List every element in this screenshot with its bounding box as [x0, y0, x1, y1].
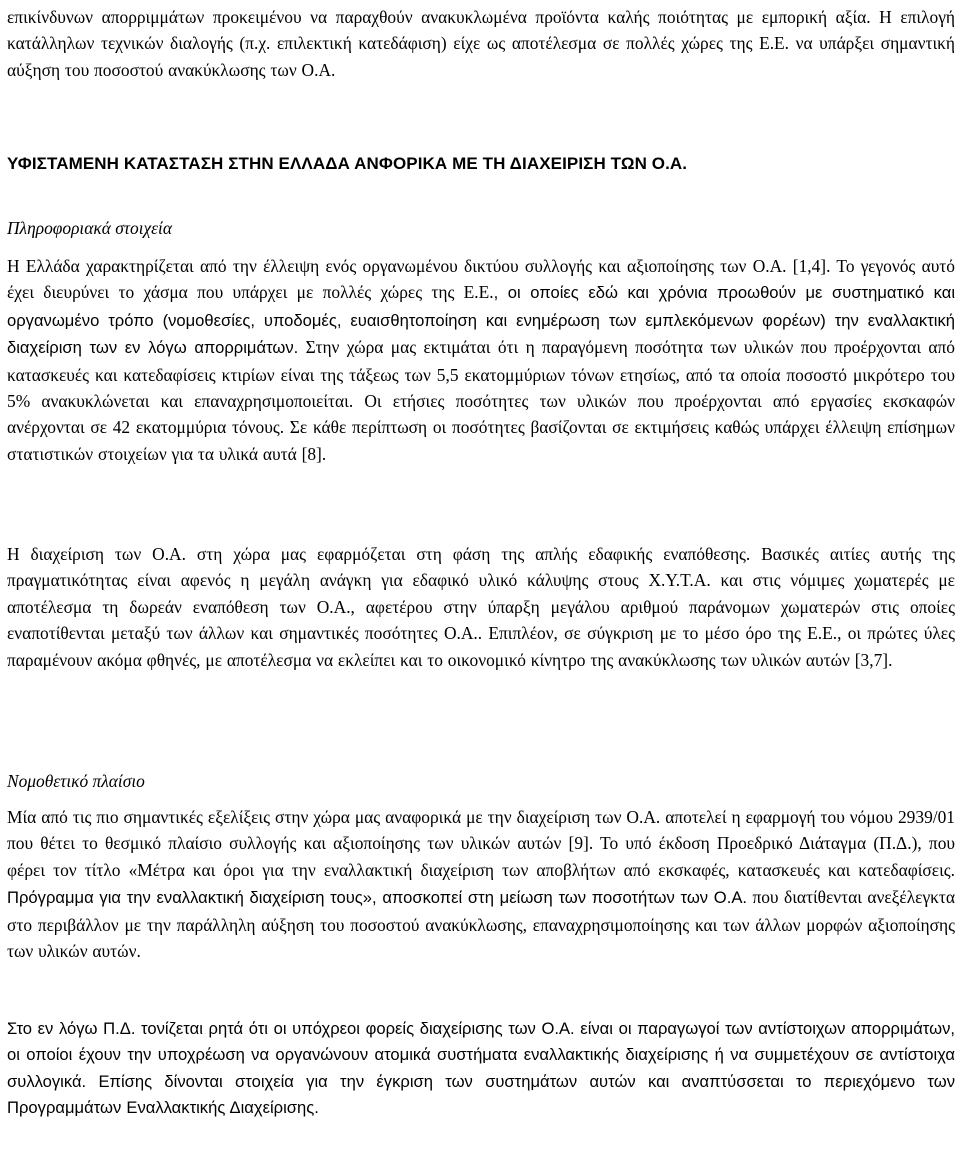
intro-paragraph: επικίνδυνων απορριμμάτων προκειμένου να παραχθούν ανακυκλωμένα προϊόντα καλής ποιότητας με εμπορική αξία. Η επιλογή κατάλληλων τεχνικών διαλογής (π.χ. επιλεκτική κατεδάφιση) είχε ως αποτέλεσμα σε πολλές χώρες της Ε.Ε. να υπάρξει σημαντική αύξηση του ποσοστού ανακύκλωσης των Ο.Α.	[7, 7, 955, 80]
legal-paragraph-2: Στο εν λόγω Π.Δ. τονίζεται ρητά ότι οι υπόχρεοι φορείς διαχείρισης των Ο.Α. είναι οι παραγωγοί των αντίστοιχων απορριμάτων, οι οποίοι έχουν την υποχρέωση να οργανώνουν ατομικά συστήματα εναλλακτικής διαχείρισης ή να συμμετέχουν σε αντίστοιχα συλλογικά. Επίσης δίνονται στοιχεία για την έγκριση των συστημάτων αυτών και αναπτύσσεται το περιεχόμενο των Προγραμμάτων Εναλλακτικής Διαχείρισης.	[7, 1019, 955, 1118]
info-paragraph-1-part-b: , οι οποίες εδώ και χρόνια προωθούν με συστηματικό και οργανωμένο τρόπο (νομοθεσίες, υποδομές, ευαισθητοποίηση και ενημέρωση των εμπλεκόμενων φορέων) την εναλλακτική διαχείριση των εν λόγω απορριμάτων.	[7, 283, 956, 358]
info-paragraph-1-part-c: Στην χώρα μας εκτιμάται ότι η παραγόμενη ποσότητα των υλικών που προέρχονται από κατασκευές και κατεδαφίσεις κτιρίων είναι της τάξεως των 5,5 εκατομμύριων τόνων ετησίως, από τα οποία ποσοστό μικρότερο του 5% ανακυκλώνεται και επαναχρησιμοποιείται. Οι ετήσιες ποσότητες των υλικών που προέρχονται από εργασίες εκσκαφών ανέρχονται σε 42 εκατομμύρια τόνους. Σε κάθε περίπτωση οι ποσότητες βασίζονται σε εκτιμήσεις καθώς υπάρχει έλλειψη επίσημων στατιστικών στοιχείων για τα υλικά αυτά [8].	[7, 337, 955, 464]
legal-paragraph-1-part-b: Πρόγραμμα για την εναλλακτική διαχείριση τους», αποσκοπεί στη μείωση των ποσοτήτων των Ο.Α.	[7, 888, 747, 908]
subheading-info: Πληροφοριακά στοιχεία	[7, 218, 172, 238]
legal-paragraph-1	[7, 804, 955, 964]
subheading-legal: Νομοθετικό πλαίσιο	[7, 771, 145, 791]
info-paragraph-1	[7, 253, 955, 467]
legal-paragraph-1-part-a: Μία από τις πιο σημαντικές εξελίξεις στην χώρα μας αναφορικά με την διαχείριση των Ο.Α. αποτελεί η εφαρμογή του νόμου 2939/01 που θέτει το θεσμικό πλαίσιο συλλογής και αξιοποίησης των υλικών αυτών [9]. Το υπό έκδοση Προεδρικό Διάταγμα (Π.Δ.), που φέρει τον τίτλο «Μέτρα και όροι για την εναλλακτική διαχείριση των αποβλήτων από εκσκαφές, κατασκευές και κατεδαφίσεις.	[7, 807, 955, 880]
info-paragraph-2: Η διαχείριση των Ο.Α. στη χώρα μας εφαρμόζεται στη φάση της απλής εδαφικής εναπόθεσης. Βασικές αιτίες αυτής της πραγματικότητας είναι αφενός η μεγάλη ανάγκη για εδαφικό υλικό κάλυψης στους Χ.Υ.Τ.Α. και στις νόμιμες χωματερές με αποτέλεσμα τη δωρεάν εναπόθεση των Ο.Α., αφετέρου στην ύπαρξη μεγάλου αριθμού παράνομων χωματερών στις οποίες εναποτίθενται μεταξύ των άλλων και σημαντικές ποσότητες Ο.Α.. Επιπλέον, σε σύγκριση με το μέσο όρο της Ε.Ε., οι πρώτες ύλες παραμένουν ακόμα φθηνές, με αποτέλεσμα να εκλείπει και το οικονομικό κίνητρο της ανακύκλωσης των υλικών αυτών [3,7].	[7, 544, 955, 670]
section-heading: ΥΦΙΣΤΑΜΕΝΗ ΚΑΤΑΣΤΑΣΗ ΣΤΗΝ ΕΛΛΑΔΑ ΑΝΦΟΡΙΚΑ ΜΕ ΤΗ ΔΙΑΧΕΙΡΙΣΗ ΤΩΝ Ο.Α.	[7, 154, 688, 173]
legal-paragraph-1-part-c: που διατίθενται ανεξέλεγκτα στο περιβάλλον με την παράλληλη αύξηση του ποσοστού ανακύκλωσης, επαναχρησιμοποίησης και των άλλων μορφών αξιοποίησης των υλικών αυτών.	[7, 887, 955, 962]
info-paragraph-1-part-a: Η Ελλάδα χαρακτηρίζεται από την έλλειψη ενός οργανωμένου δικτύου συλλογής και αξιοποίησης των Ο.Α. [1,4]. Το γεγονός αυτό έχει διευρύνει το χάσμα που υπάρχει με πολλές χώρες της Ε.Ε.	[7, 256, 955, 303]
